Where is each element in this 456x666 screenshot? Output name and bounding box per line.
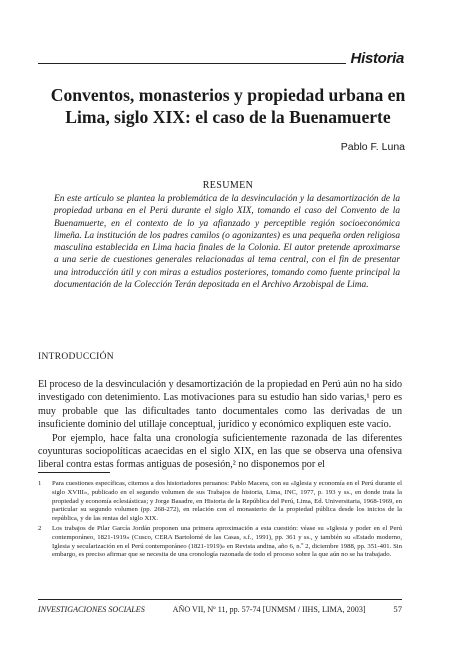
body-paragraph-1: El proceso de la desvinculación y desamortización de la propiedad en Perú aún no ha sido investigado con detenimiento. Las motivaciones para su estudio han sido varias,¹ pero es muy probable que las dificultades tanto documentales como las derivadas de un insuficiente dominio del utillaje conceptual, jurídico y económico expliquen este vacío.	[38, 379, 402, 431]
footnote-number: 1	[38, 480, 42, 487]
body-text	[38, 378, 402, 472]
page-footer	[38, 604, 402, 614]
journal-citation: AÑO VII, Nº 11, pp. 57-74 [UNMSM / IIHS, LIMA, 2003]	[172, 605, 366, 614]
abstract-text: En este artículo se plantea la problemática de la desvinculación y la desamortización de la propiedad urbana en el Perú durante el siglo XIX, tomando el caso del Convento de la Buenamuerte, en el contexto de lo ya afianzado y perceptible región socioeconómica limeña. La institución de los padres camilos (o agonizantes) es una pequeña orden religiosa masculina establecida en Lima hacia finales de la Colonia. El autor pretende aproximarse a una serie de cuestiones generales relacionadas al tema central, con el fin de presentar una introducción útil y con miras a estudios posteriores, tomando como fuente principal la documentación de la Colección Terán depositada en el Archivo Arzobispal de Lima.	[54, 194, 400, 291]
footnote-number: 2	[38, 524, 42, 532]
footer-rule	[38, 599, 402, 600]
title-line-1: Conventos, monasterios y propiedad urbana en	[50, 85, 406, 105]
page-number: 57	[393, 604, 402, 614]
journal-name: INVESTIGACIONES SOCIALES	[38, 605, 145, 614]
title-line-2: Lima, siglo XIX: el caso de la Buenamuerte	[65, 107, 391, 127]
author-name: Pablo F. Luna	[340, 141, 405, 153]
footnotes	[38, 480, 402, 561]
footnote-1	[38, 480, 402, 524]
footnote-text: Los trabajos de Pilar García Jordán proponen una primera aproximación a esta cuestión: véase su «Iglesia y poder en el Perú contemporáneo, 1821-1919» (Cusco, CERA Bartolomé de las Casas, s.f., 1991), pp. 361 y ss., y también su «Estado moderno, Iglesia y secularización en el Perú contemporáneo (1821-1919)» en Revista andina, año 6, n.º 2, diciembre 1988, pp. 351-401. Sin embargo, es preciso afirmar que se necesita de una cronología razonada de todo el proceso sobre la que aún no se ha trabajado.	[52, 524, 402, 559]
section-label: Historia	[350, 50, 404, 67]
introduction-heading: INTRODUCCIÓN	[38, 352, 114, 362]
abstract-heading: RESUMEN	[202, 180, 254, 191]
footnote-text: Para cuestiones específicas, citemos a dos historiadores peruanos: Pablo Macera, con su «Iglesia y economía en el Perú durante el siglo XVIII», publicado en el segundo volumen de sus Trabajos de historia, Lima, INC, 1977, p. 193 y ss., en donde trata la propiedad y economía eclesiásticas; y Jorge Basadre, en Historia de la República del Perú, Lima, Ed. Universitaria, 1968-1969, en particular su segundo volumen (pp. 268-272), en relación con el monasterio de la propiedad pública desde los inicios de la república, y de las rentas del siglo XIX.	[52, 480, 402, 523]
footnote-rule	[38, 472, 110, 473]
article-title	[30, 84, 426, 128]
footnote-2	[38, 525, 402, 560]
body-paragraph-2: Por ejemplo, hace falta una cronología suficientemente razonada de las diferentes coyunturas sociopolíticas acaecidas en el siglo XIX, en las que se observa una ofensiva liberal contra estas formas antiguas de posesión,² no disponemos por el	[38, 432, 402, 471]
header-rule	[38, 63, 346, 64]
